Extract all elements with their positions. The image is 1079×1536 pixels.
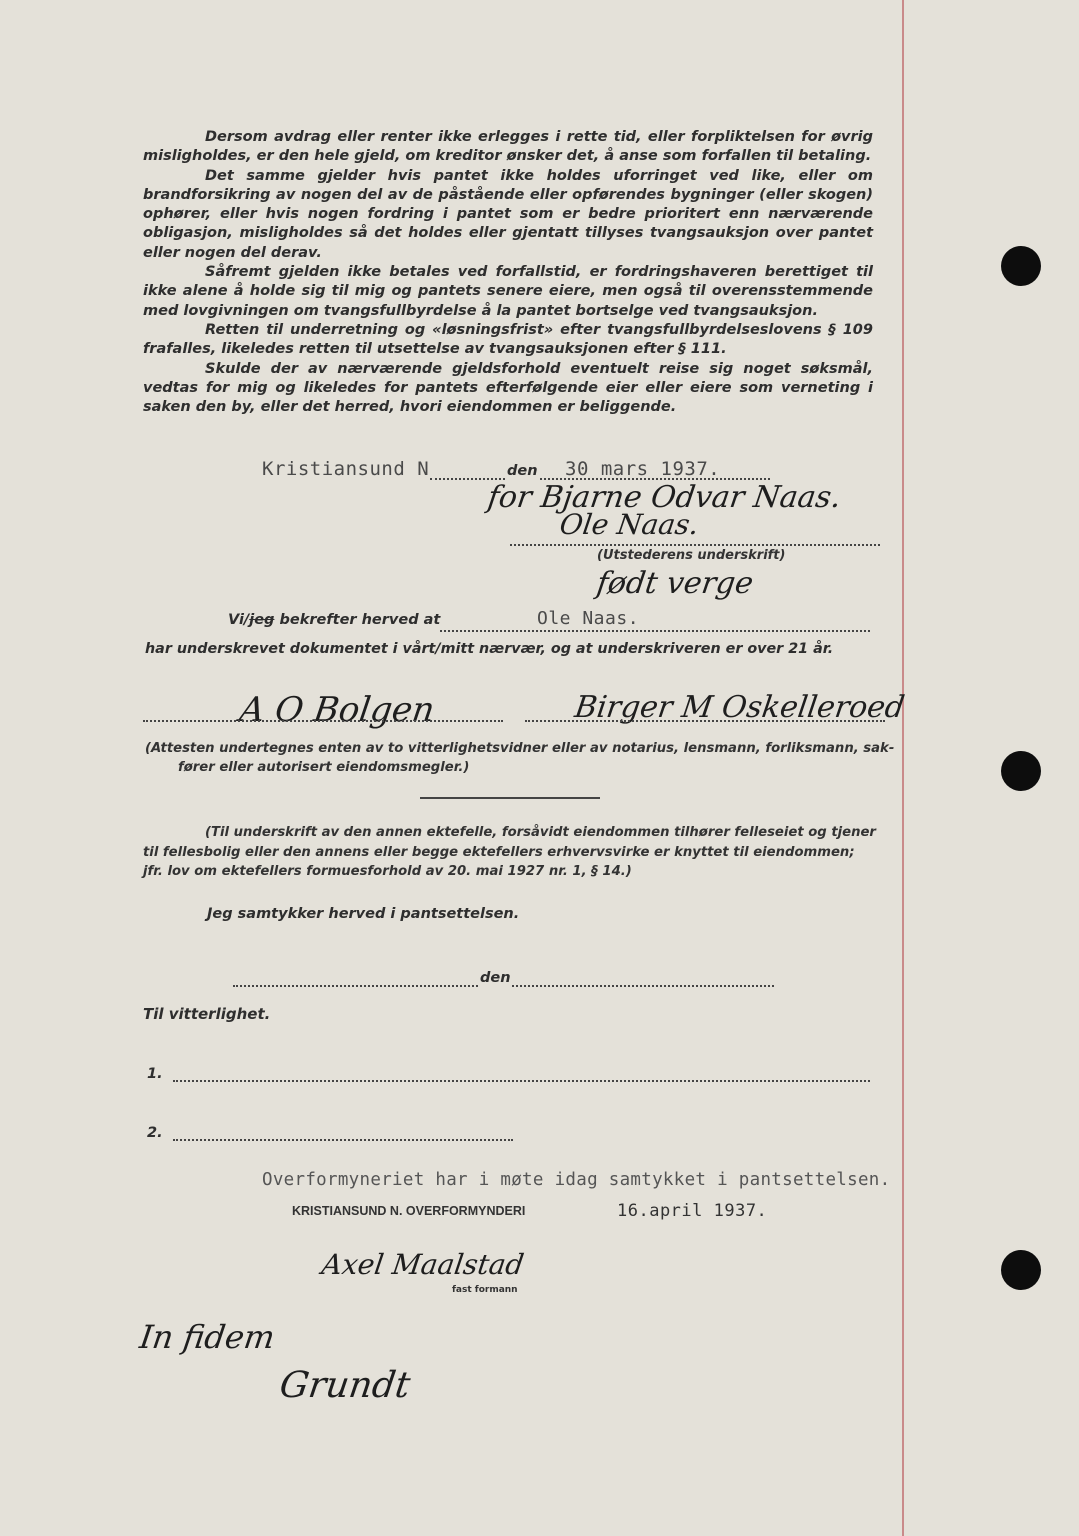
- witness-signature-1: A O Bolgen: [237, 690, 437, 730]
- signer-name-dotted-line: [440, 630, 870, 632]
- separator-rule: [420, 797, 600, 799]
- stamp-signature: Axel Maalstad: [319, 1248, 527, 1281]
- binder-hole-top: [1001, 246, 1041, 286]
- paragraph-notice: Retten til underretning og «løsningsfrist» efter tvangsfullbyrdelseslovens § 109 frafalles, likeledes retten til utsettelse av tvangsauksjonen efter § 111.: [143, 321, 873, 358]
- jeg-struck: jeg: [249, 612, 275, 628]
- stamp-approval-line: Overformyneriet har i møte idag samtykket i pantsettelsen.: [262, 1170, 891, 1190]
- guardian-note: født verge: [594, 566, 756, 601]
- consent-place-dotted-line: [233, 985, 478, 987]
- paragraph-maturity: Såfremt gjelden ikke betales ved forfallstid, er fordringshaveren berettiget til ikke alene å holde sig til mig og pantets senere eiere, men også til overensstemmende med lovgivningen om tvangsfullbyrdelse å la pantet bortselge ved tvangsauksjon.: [143, 264, 873, 319]
- paragraph-venue: Skulde der av nærværende gjeldsforhold eventuelt reise sig noget søksmål, vedtas for mig og likeledes for pantets efterfølgende eier eller eiere som verneting i saken den by, eller det herred, hvori eiendommen er beliggende.: [143, 360, 873, 416]
- witness-2-dotted-line: [173, 1139, 513, 1141]
- witness-confirm-line: [228, 612, 440, 628]
- paragraph-default: Dersom avdrag eller renter ikke erlegges i rette tid, eller forpliktelsen for øvrig misligholdes, er den hele gjeld, om kreditor ønsker det, å anse som forfallen til betaling.: [143, 129, 873, 165]
- den-label-2: den: [480, 970, 511, 986]
- final-signature-line1: In fidem: [137, 1318, 278, 1356]
- til-vitterlighet: Til vitterlighet.: [143, 1005, 271, 1023]
- stamp-date: 16.april 1937.: [617, 1201, 768, 1221]
- witness-signature-1-dotted-line: [143, 720, 503, 722]
- witness-statement: har underskrevet dokumentet i vårt/mitt nærvær, og at underskriveren er over 21 år.: [145, 641, 834, 657]
- binder-hole-bottom: [1001, 1250, 1041, 1290]
- consent-date-dotted-line: [512, 985, 774, 987]
- spouse-note-line3: jfr. lov om ektefellers formuesforhold av 20. mai 1927 nr. 1, § 14.): [143, 864, 632, 879]
- witness-signature-2-dotted-line: [525, 720, 885, 722]
- place-typed: Kristiansund N: [262, 458, 430, 480]
- issuer-signature-line2: Ole Naas.: [557, 508, 701, 541]
- date-typed: 30 mars 1937.: [565, 458, 721, 480]
- issuer-caption: (Utstederens underskrift): [597, 548, 786, 563]
- issuer-signature-dotted-line: [510, 544, 880, 546]
- den-label: den: [507, 463, 538, 479]
- vi-label: Vi/: [228, 612, 250, 628]
- witness-1-dotted-line: [173, 1080, 870, 1082]
- stamp-role: fast formann: [452, 1285, 518, 1295]
- spouse-note-line1: (Til underskrift av den annen ektefelle, forsåvidt eiendommen tilhører felleseiet og tjener: [205, 825, 876, 840]
- paragraph-collateral: Det samme gjelder hvis pantet ikke holdes uforringet ved like, eller om brandforsikring av nogen del av de påstående eller opførendes bygninger (eller skogen) ophører, eller hvis nogen fordring i pantet som er bedre prioritert enn nærværende obligasjon, misligholdes så det holdes eller gjentatt tillyses tvangsauksjon over pantet eller nogen del derav.: [143, 167, 873, 261]
- stamp-org: KRISTIANSUND N. OVERFORMYNDERI: [292, 1204, 526, 1218]
- red-margin-line: [902, 0, 904, 1536]
- spouse-note-line2: til fellesbolig eller den annens eller begge ektefellers erhvervsvirke er knyttet til eiendommen;: [143, 845, 855, 860]
- confirm-label: bekrefter herved at: [279, 612, 441, 628]
- witness-number-2: 2.: [147, 1125, 163, 1141]
- binder-hole-middle: [1001, 751, 1041, 791]
- attest-note-line1: (Attesten undertegnes enten av to vitterlighetsvidner eller av notarius, lensmann, forliksmann, sak-: [145, 741, 895, 756]
- attest-note-line2: fører eller autorisert eiendomsmegler.): [178, 760, 470, 775]
- signer-name-typed: Ole Naas.: [537, 608, 640, 629]
- final-signature-line2: Grundt: [277, 1365, 413, 1406]
- issuer-signature-line1: for Bjarne Odvar Naas.: [485, 480, 844, 515]
- consent-text: Jeg samtykker herved i pantsettelsen.: [207, 906, 520, 922]
- witness-number-1: 1.: [147, 1066, 163, 1082]
- witness-signature-2: Birger M Oskelleroed: [572, 690, 907, 725]
- terms-text: [143, 128, 873, 417]
